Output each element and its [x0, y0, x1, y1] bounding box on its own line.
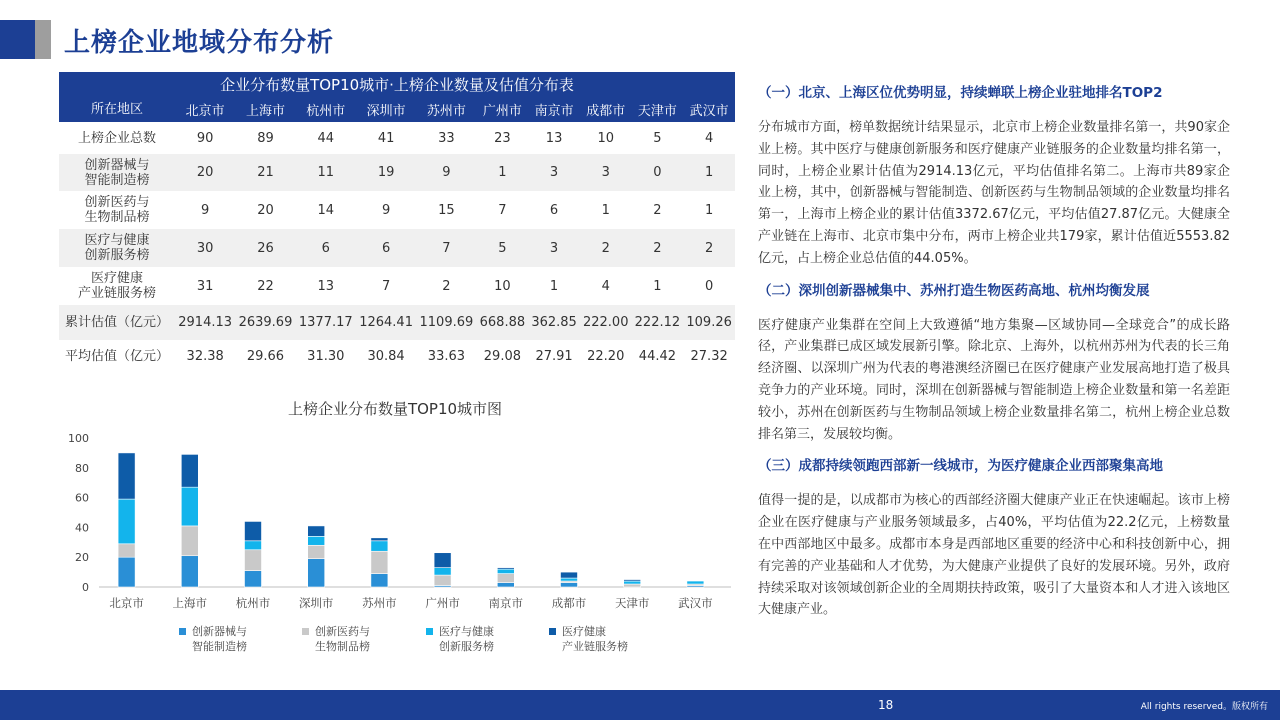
table-cell: 2 [632, 229, 684, 267]
table-cell: 21 [235, 154, 295, 191]
table-cell: 14 [296, 191, 356, 229]
table-cell: 1 [477, 154, 529, 191]
legend-label-line-1: 创新医药与 [315, 625, 370, 638]
table-header-city: 广州市 [477, 96, 529, 122]
table-cell: 41 [356, 122, 416, 154]
bar-segment [434, 568, 451, 575]
table-cell: 222.12 [632, 305, 684, 340]
section-1-body: 分布城市方面，榜单数据统计结果显示，北京市上榜企业数量排名第一，共90家企业上榜。其中医疗与健康创新服务和医疗健康产业链服务的企业数量均排名第一，同时，上榜企业累计估值为2914.13亿元，平均估值排名第二。上海市共89家企业上榜，其中，创新器械与智能制造、创新医药与生物制品领域的企业数量均排名第一，上海市上榜企业的累计估值3372.67亿元，平均估值27.87亿元。大健康全产业链在上海市、北京市集中分布，两市上榜企业共179家，累计估值近5553.82亿元，占上榜企业总估值的44.05%。 [758, 120, 1230, 266]
y-tick-label: 80 [75, 461, 89, 475]
section-2-title: （二）深圳创新器械集中、苏州打造生物医药高地、杭州均衡发展 [758, 282, 1150, 299]
table-cell: 3 [580, 154, 632, 191]
x-tick-label: 北京市 [109, 596, 144, 610]
table-cell: 362.85 [528, 305, 580, 340]
table-row-label [59, 229, 175, 267]
bar-segment [561, 583, 578, 587]
table-cell: 44.42 [632, 340, 684, 372]
row-label-line-1: 创新器械与 [84, 157, 150, 173]
table-cell: 668.88 [477, 305, 529, 340]
chart-title: 上榜企业分布数量TOP10城市图 [287, 400, 503, 418]
table-cell: 33.63 [416, 340, 476, 372]
legend-label-line-1: 创新器械与 [192, 625, 247, 638]
bar-segment [624, 580, 641, 581]
page-title: 上榜企业地域分布分析 [64, 28, 335, 58]
table-cell: 29.66 [235, 340, 295, 372]
x-tick-label: 广州市 [425, 596, 460, 610]
table-row [59, 305, 735, 340]
table-cell: 13 [296, 267, 356, 305]
table-row-label [59, 340, 175, 372]
x-tick-label: 深圳市 [298, 596, 334, 610]
x-tick-label: 苏州市 [362, 596, 397, 610]
table-row-label [59, 122, 175, 154]
table-cell: 9 [416, 154, 476, 191]
y-tick-label: 100 [68, 432, 89, 445]
table-row [59, 267, 735, 305]
section-3-body: 值得一提的是，以成都市为核心的西部经济圈大健康产业正在快速崛起。该市上榜企业在医疗健康与产业服务领域最多，占40%，平均估值为22.2亿元，上榜数量在中西部地区中最多。成都市本身是西部地区重要的经济中心和科技创新中心，拥有完善的产业基础和人才优势，为大健康产业提供了良好的发展环境。另外，政府持续采取对该领域创新企业的全周期扶持政策，吸引了大量资本和人才进入该地区大健康产业。 [758, 493, 1230, 618]
bar-segment [118, 544, 135, 557]
bar-segment [561, 572, 578, 578]
table-cell: 31 [175, 267, 235, 305]
table-cell: 5 [632, 122, 684, 154]
table-cell: 29.08 [477, 340, 529, 372]
table-cell: 1377.17 [296, 305, 356, 340]
section-1-title: （一）北京、上海区位优势明显，持续蝉联上榜企业驻地排名TOP2 [758, 85, 1163, 101]
table-cell: 4 [580, 267, 632, 305]
bar-segment [181, 454, 198, 487]
table-cell: 6 [296, 229, 356, 267]
table-cell: 1 [632, 267, 684, 305]
table-header-city: 北京市 [175, 96, 235, 122]
table-cell: 0 [683, 267, 735, 305]
x-tick-label: 成都市 [551, 596, 587, 610]
legend-label-line-2: 生物制品榜 [315, 640, 370, 653]
table-cell: 10 [580, 122, 632, 154]
row-label-line-1: 医疗健康 [90, 271, 143, 286]
table-row-label [59, 191, 175, 229]
bar-segment [308, 536, 325, 545]
top10-city-stacked-bar-chart [59, 395, 739, 665]
table-cell: 30.84 [356, 340, 416, 372]
row-label-line-2: 创新服务榜 [84, 248, 150, 263]
table-cell: 2 [632, 191, 684, 229]
table-cell: 3 [528, 154, 580, 191]
table-cell: 30 [175, 229, 235, 267]
bar-segment [181, 526, 198, 556]
legend-swatch [302, 628, 309, 635]
table-cell: 7 [416, 229, 476, 267]
bar-segment [497, 568, 514, 569]
table-cell: 1 [528, 267, 580, 305]
table-cell: 4 [683, 122, 735, 154]
table-header-city: 成都市 [580, 96, 632, 122]
table-cell: 109.26 [683, 305, 735, 340]
bar-segment [497, 574, 514, 583]
bar-segment [245, 550, 262, 571]
row-label-line-1: 上榜企业总数 [77, 130, 156, 146]
table-cell: 19 [356, 154, 416, 191]
bar-segment [371, 574, 388, 587]
bar-segment [181, 556, 198, 587]
row-label-line-1: 创新医药与 [84, 195, 150, 210]
bar-segment [308, 559, 325, 587]
x-tick-label: 武汉市 [678, 596, 713, 610]
table-cell: 9 [356, 191, 416, 229]
bar-segment [371, 541, 388, 551]
row-label-line-2: 生物制品榜 [84, 210, 150, 225]
table-cell: 2 [580, 229, 632, 267]
title-accent-bar [0, 20, 35, 59]
x-tick-label: 天津市 [614, 596, 650, 610]
rights-notice: All rights reserved。版权所有 [1140, 702, 1268, 712]
table-row [59, 191, 735, 229]
table-cell: 5 [477, 229, 529, 267]
page-number: 18 [878, 698, 894, 712]
table-row-label [59, 154, 175, 191]
table-header-city: 武汉市 [683, 96, 735, 122]
table-cell: 222.00 [580, 305, 632, 340]
bar-segment [624, 584, 641, 587]
y-tick-label: 20 [75, 551, 89, 565]
x-tick-label: 杭州市 [235, 596, 271, 610]
table-cell: 13 [528, 122, 580, 154]
bar-segment [118, 453, 135, 499]
table-cell: 9 [175, 191, 235, 229]
table-cell: 15 [416, 191, 476, 229]
table-cell: 2 [683, 229, 735, 267]
table-row-label [59, 267, 175, 305]
bar-segment [434, 553, 451, 568]
legend-swatch [549, 628, 556, 635]
table-cell: 11 [296, 154, 356, 191]
table-cell: 1109.69 [416, 305, 476, 340]
bar-segment [245, 541, 262, 550]
table-caption: 企业分布数量TOP10城市·上榜企业数量及估值分布表 [59, 72, 735, 96]
bar-segment [434, 575, 451, 585]
table-row [59, 154, 735, 191]
table-cell: 22.20 [580, 340, 632, 372]
analysis-text-column [758, 82, 1230, 631]
table-header-city: 南京市 [528, 96, 580, 122]
legend-swatch [179, 628, 186, 635]
table-cell: 26 [235, 229, 295, 267]
legend-swatch [426, 628, 433, 635]
table-cell: 33 [416, 122, 476, 154]
table-cell: 7 [477, 191, 529, 229]
table-cell: 1264.41 [356, 305, 416, 340]
table-cell: 1 [683, 191, 735, 229]
table-cell: 1 [683, 154, 735, 191]
table-cell: 0 [632, 154, 684, 191]
table-cell: 2914.13 [175, 305, 235, 340]
footer-bar [0, 690, 1280, 720]
table-header-city: 深圳市 [356, 96, 416, 122]
bar-segment [181, 487, 198, 526]
table-cell: 27.32 [683, 340, 735, 372]
table-cell: 20 [175, 154, 235, 191]
table-cell: 2639.69 [235, 305, 295, 340]
x-tick-label: 上海市 [172, 596, 208, 610]
y-tick-label: 0 [82, 581, 89, 594]
table-cell: 2 [416, 267, 476, 305]
section-2-body: 医疗健康产业集群在空间上大致遵循“地方集聚—区域协同—全球竞合”的成长路径，产业集群已成区域发展新引擎。除北京、上海外，以杭州苏州为代表的长三角经济圈、以深圳广州为代表的粤港澳经济圈已在医疗健康产业发展高地打造了极具竞争力的产业环境。同时，深圳在创新器械与智能制造上榜企业数量和第一名差距较小，苏州在创新医药与生物制品领域上榜企业数量排名第二，杭州上榜企业总数排名第三，发展较均衡。 [758, 317, 1230, 442]
y-tick-label: 40 [75, 521, 89, 535]
legend-label-line-1: 医疗健康 [562, 625, 606, 638]
bar-segment [497, 569, 514, 573]
bar-segment [687, 581, 704, 584]
legend-label-line-1: 医疗与健康 [439, 625, 494, 638]
table-cell: 90 [175, 122, 235, 154]
bar-segment [371, 551, 388, 573]
table-cell: 20 [235, 191, 295, 229]
row-label-line-1: 累计估值（亿元） [64, 315, 169, 330]
x-tick-label: 南京市 [488, 596, 524, 610]
table-header-city: 杭州市 [296, 96, 356, 122]
section-3-title: （三）成都持续领跑西部新一线城市，为医疗健康企业西部聚集高地 [758, 458, 1163, 475]
table-cell: 32.38 [175, 340, 235, 372]
bar-segment [624, 581, 641, 584]
table-cell: 3 [528, 229, 580, 267]
table-header-city: 上海市 [235, 96, 295, 122]
table-header-city: 天津市 [632, 96, 684, 122]
bar-segment [371, 538, 388, 541]
table-header-region: 所在地区 [59, 96, 175, 122]
legend-label-line-2: 产业链服务榜 [562, 640, 628, 653]
table-row [59, 122, 735, 154]
row-label-line-2: 产业链服务榜 [77, 286, 156, 301]
table-cell: 44 [296, 122, 356, 154]
table-header-city: 苏州市 [416, 96, 476, 122]
table-cell: 89 [235, 122, 295, 154]
bar-segment [118, 499, 135, 544]
table-row-label [59, 305, 175, 340]
table-cell: 6 [528, 191, 580, 229]
legend-label-line-2: 创新服务榜 [439, 640, 494, 653]
legend-label-line-2: 智能制造榜 [192, 640, 247, 653]
bar-segment [308, 526, 325, 536]
y-tick-label: 60 [75, 491, 89, 505]
bar-segment [561, 578, 578, 581]
row-label-line-2: 智能制造榜 [84, 172, 150, 188]
table-cell: 23 [477, 122, 529, 154]
bar-segment [245, 571, 262, 587]
table-row [59, 229, 735, 267]
table-cell: 31.30 [296, 340, 356, 372]
table-cell: 1 [580, 191, 632, 229]
row-label-line-1: 平均估值（亿元） [64, 348, 169, 364]
table-cell: 7 [356, 267, 416, 305]
distribution-table [59, 72, 735, 372]
row-label-line-1: 医疗与健康 [84, 233, 150, 248]
table-row [59, 340, 735, 372]
bar-segment [308, 545, 325, 558]
bar-segment [118, 557, 135, 587]
bar-segment [497, 583, 514, 587]
title-accent-bar-grey [35, 20, 51, 59]
table-cell: 27.91 [528, 340, 580, 372]
table-cell: 10 [477, 267, 529, 305]
table-cell: 22 [235, 267, 295, 305]
bar-segment [245, 521, 262, 540]
table-cell: 6 [356, 229, 416, 267]
